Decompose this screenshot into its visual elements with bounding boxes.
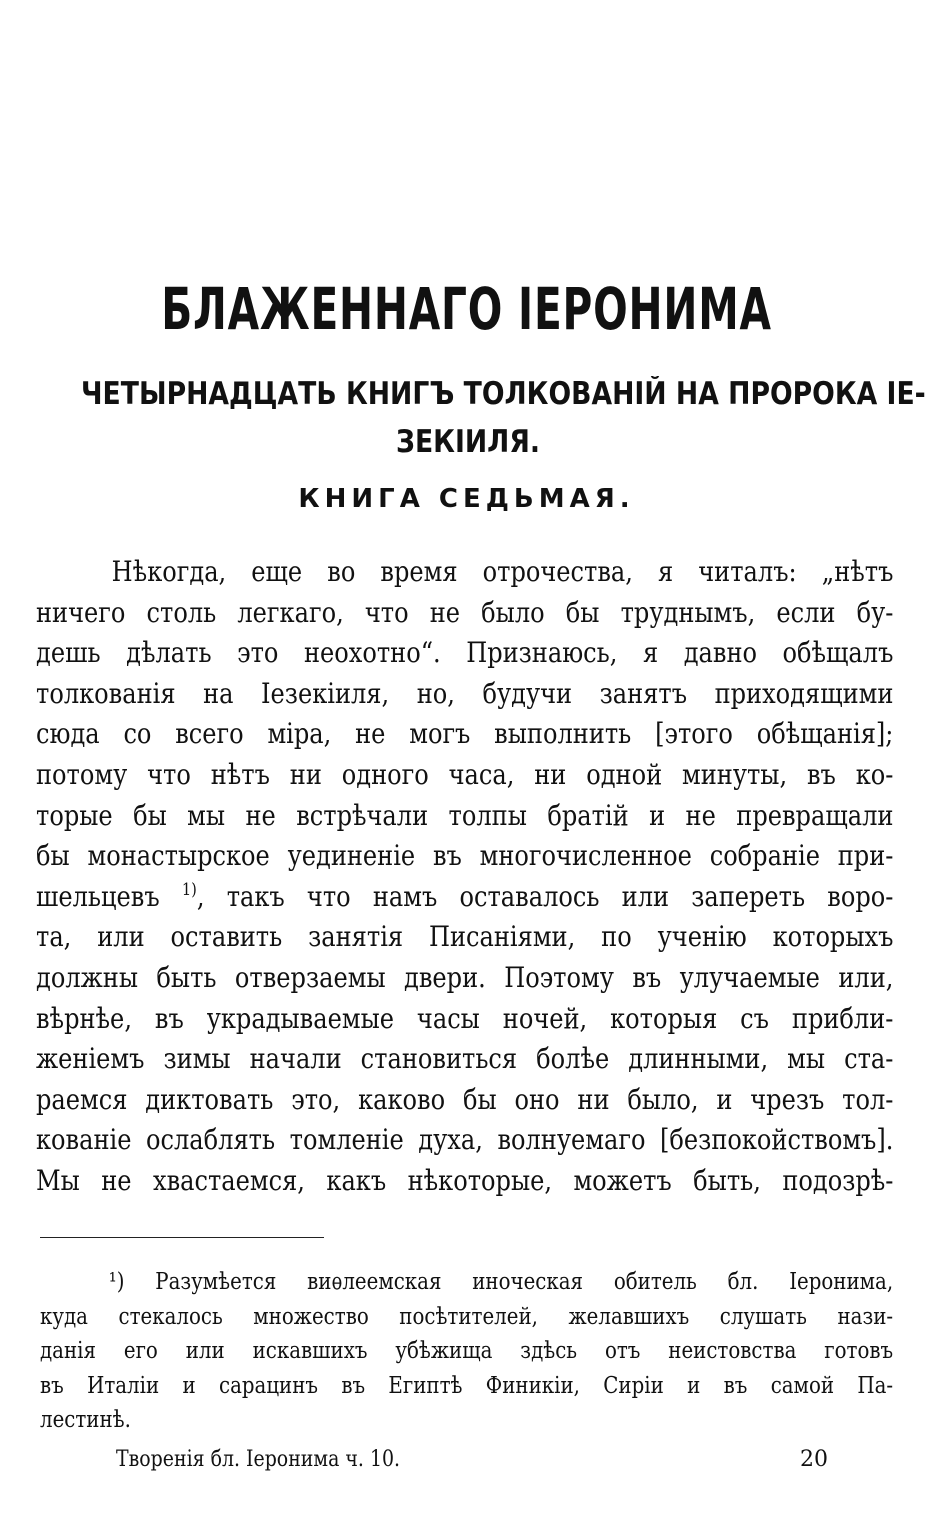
footnote-line xyxy=(40,1265,893,1300)
text-line: ничего столь легкаго, что не было бы труднымъ, если бу- xyxy=(36,595,894,629)
text-line: должны быть отверзаемы двери. Поэтому въ улучаемые или, xyxy=(36,960,894,994)
footnote-marker: ¹) xyxy=(108,1269,125,1295)
footnote-line: лестинѣ. xyxy=(40,1407,131,1433)
subtitle-line: ЧЕТЫРНАДЦАТЬ КНИГЪ ТОЛКОВАНІЙ НА ПРОРОКА ІЕ- xyxy=(81,376,926,412)
main-text xyxy=(36,552,893,1202)
text-line: толкованія на Іезекіиля, но, будучи занятъ приходящими xyxy=(36,676,894,710)
page-number: 20 xyxy=(800,1447,828,1472)
text-line: раемся диктовать это, каково бы оно ни было, и чрезъ тол- xyxy=(36,1082,894,1116)
footnote-line: куда стекалось множество посѣтителей, желавшихъ слушать нази- xyxy=(40,1303,894,1330)
text-line: дешь дѣлать это неохотно“. Признаюсь, я давно обѣщалъ xyxy=(36,636,894,670)
text-line: Мы не хвастаемся, какъ нѣкоторые, можетъ быть, подозрѣ- xyxy=(36,1163,894,1197)
text-line: бы монастырское уединеніе въ многочисленное собраніе при- xyxy=(36,839,894,873)
text-line: та, или оставить занятія Писаніями, по ученію которыхъ xyxy=(36,920,894,954)
text-line: кованіе ослаблять томленіе духа, волнуемаго [безпокойствомъ]. xyxy=(36,1123,894,1157)
text-line: вѣрнѣе, въ украдываемые часы ночей, которыя съ прибли- xyxy=(36,1001,894,1035)
text-line: потому что нѣтъ ни одного часа, ни одной минуты, въ ко- xyxy=(36,757,894,791)
text-line: торые бы мы не встрѣчали толпы братій и не превращали xyxy=(36,798,894,832)
printer-signature: Творенія бл. Іеронима ч. 10. xyxy=(116,1447,401,1472)
text-fragment: шельцевъ xyxy=(36,879,160,913)
text-line xyxy=(36,877,893,918)
footnote xyxy=(40,1265,893,1438)
book-heading: КНИГА СЕДЬМАЯ. xyxy=(298,484,635,514)
subtitle-line: ЗЕКІИЛЯ. xyxy=(396,424,540,460)
text-line: женіемъ зимы начали становиться болѣе длинными, мы ста- xyxy=(36,1042,894,1076)
footnote-divider xyxy=(40,1237,324,1238)
text-fragment: , такъ что намъ оставалось или запереть воро- xyxy=(196,879,894,913)
text-fragment: Разумѣется виѳлеемская иноческая обитель бл. Іеронима, xyxy=(155,1269,894,1295)
page-title: БЛАЖЕННАГО ІЕРОНИМА xyxy=(161,275,772,343)
text-line: Нѣкогда, еще во время отрочества, я читалъ: „нѣтъ xyxy=(111,555,894,588)
text-line: сюда со всего міра, не могъ выполнить [этого обѣщанія]; xyxy=(36,717,894,751)
footnote-reference[interactable]: 1) xyxy=(181,879,197,900)
page-subtitle xyxy=(81,370,926,466)
footnote-line: въ Италіи и сарацинъ въ Египтѣ Финикіи, Сиріи и въ самой Па- xyxy=(40,1372,894,1399)
footnote-line: данія его или искавшихъ убѣжища здѣсь отъ неистовства готовъ xyxy=(40,1338,894,1364)
